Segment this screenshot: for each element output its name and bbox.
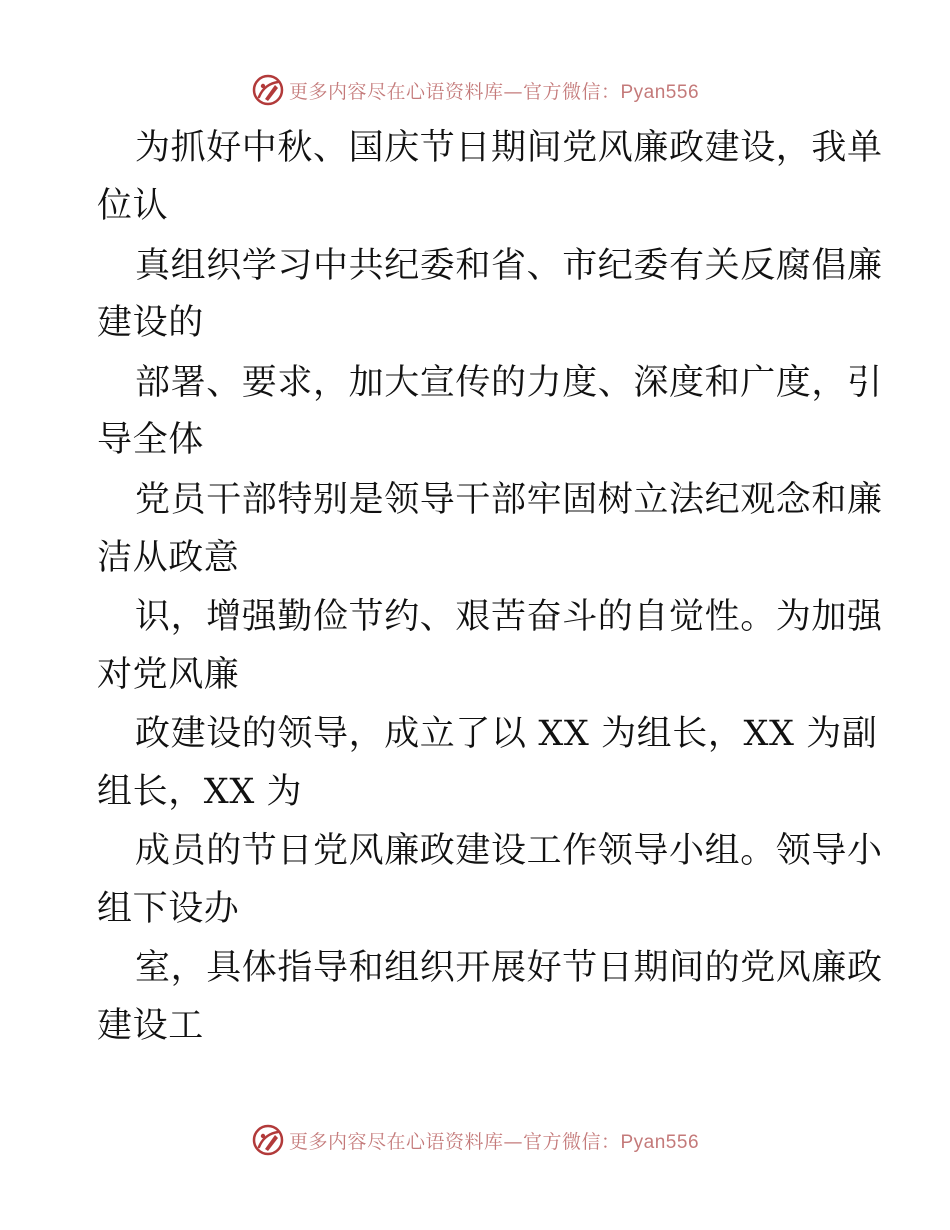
body-line: 洁从政意: [97, 538, 240, 578]
header-banner-label: 更多内容尽在心语资料库—官方微信：: [288, 80, 621, 103]
body-line: 真组织学习中共纪委和省、市纪委有关反腐倡廉: [135, 246, 883, 286]
body-line: 对党风廉: [97, 655, 240, 695]
footer-banner-text: [289, 1127, 699, 1154]
body-line: 识，增强勤俭节约、艰苦奋斗的自觉性。为加强: [135, 597, 883, 637]
body-line: 位认: [97, 186, 169, 226]
body-line: 建设工: [97, 1006, 204, 1046]
body-line: 部署、要求，加大宣传的力度、深度和广度，引: [135, 363, 883, 403]
body-line: 建设的: [97, 303, 204, 343]
body-line: 为抓好中秋、国庆节日期间党风廉政建设，我单: [135, 128, 883, 168]
header-banner-id: Pyan556: [620, 81, 700, 103]
header-banner-text: [289, 77, 699, 104]
header-banner: [0, 70, 950, 110]
body-line: 室，具体指导和组织开展好节日期间的党风廉政: [135, 948, 883, 988]
body-line: 组下设办: [97, 889, 240, 929]
body-line: 成员的节日党风廉政建设工作领导小组。领导小: [135, 831, 883, 871]
footer-banner-label: 更多内容尽在心语资料库—官方微信：: [288, 1130, 621, 1153]
logo-icon: [251, 1123, 285, 1157]
footer-banner-id: Pyan556: [620, 1131, 700, 1153]
footer-banner: [0, 1120, 950, 1160]
body-line: 党员干部特别是领导干部牢固树立法纪观念和廉: [135, 480, 883, 520]
body-line: 政建设的领导，成立了以 XX 为组长，XX 为副: [135, 714, 878, 754]
logo-icon: [251, 73, 285, 107]
body-line: 组长，XX 为: [97, 772, 303, 812]
body-line: 导全体: [97, 420, 204, 460]
